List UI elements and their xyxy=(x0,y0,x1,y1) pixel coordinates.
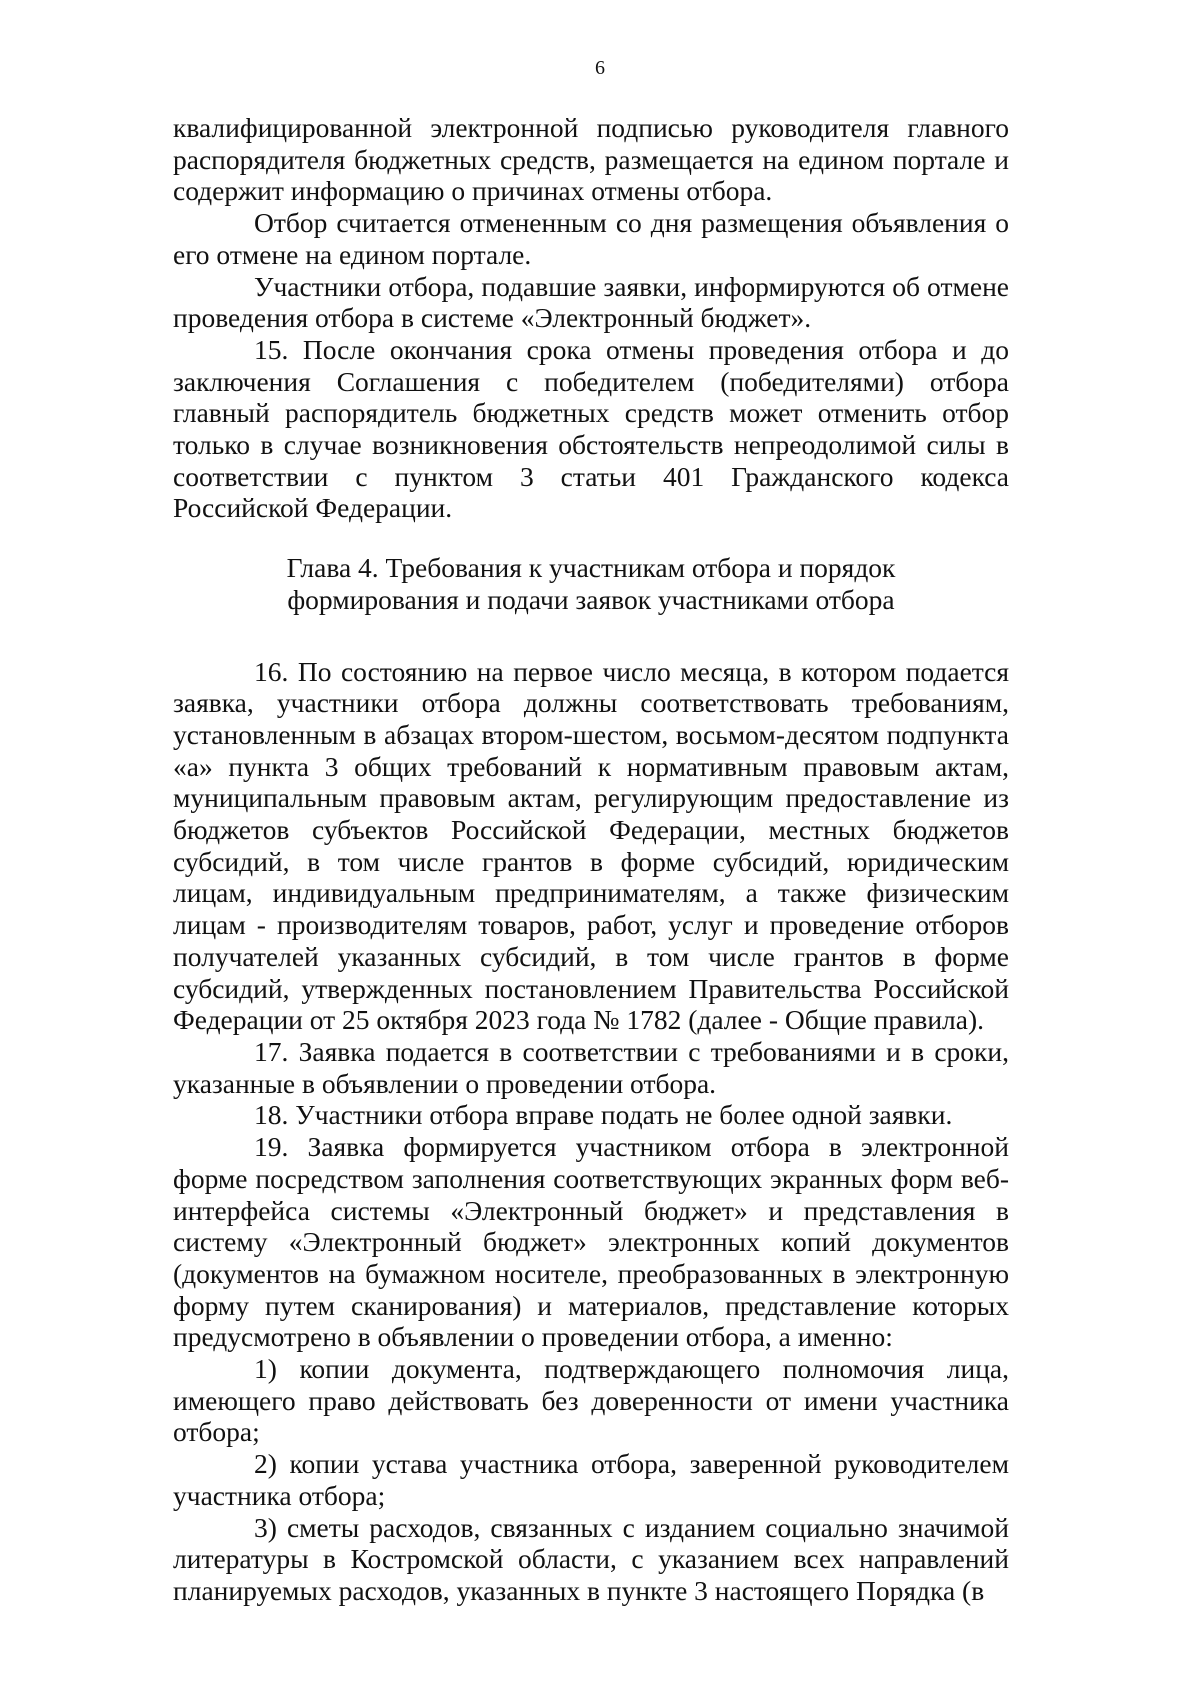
paragraph-item-17: 17. Заявка подается в соответствии с требованиями и в сроки, указанные в объявлении о проведении отбора. xyxy=(173,1035,1009,1099)
paragraph-subitem-3: 3) сметы расходов, связанных с изданием социально значимой литературы в Костромской области, с указанием всех направлений планируемых расходов, указанных в пункте 3 настоящего Порядка (в xyxy=(173,1511,1009,1606)
paragraph-item-18: 18. Участники отбора вправе подать не более одной заявки. xyxy=(254,1099,953,1131)
paragraph-continuation: квалифицированной электронной подписью руководителя главного распорядителя бюджетных средств, размещается на едином портале и содержит информацию о причинах отмены отбора. xyxy=(173,112,1009,207)
document-body xyxy=(173,112,1009,1607)
paragraph-item-15: 15. После окончания срока отмены проведения отбора и до заключения Соглашения с победителем (победителями) отбора главный распорядитель бюджетных средств может отменить отбор только в случае возникновения обстоятельств непреодолимой силы в соответствии с пунктом 3 статьи 401 Гражданского кодекса Российской Федерации. xyxy=(173,333,1009,524)
paragraph-cancel-date: Отбор считается отмененным со дня размещения объявления о его отмене на едином портале. xyxy=(173,207,1009,270)
paragraph-subitem-1: 1) копии документа, подтверждающего полномочия лица, имеющего право действовать без доверенности от имени участника отбора; xyxy=(173,1353,1009,1448)
page-number: 6 xyxy=(595,57,605,79)
paragraph-subitem-2: 2) копии устава участника отбора, заверенной руководителем участника отбора; xyxy=(173,1448,1009,1511)
paragraph-participants-notice: Участники отбора, подавшие заявки, информируются об отмене проведения отбора в системе «Электронный бюджет». xyxy=(173,270,1009,334)
chapter-heading-line-2: формирования и подачи заявок участниками отбора xyxy=(287,583,895,615)
paragraph-item-19: 19. Заявка формируется участником отбора в электронной форме посредством заполнения соответствующих экранных форм веб-интерфейса системы «Электронный бюджет» и представления в систему «Электронный бюджет» электронных копий документов (документов на бумажном носителе, преобразованных в электронную форму путем сканирования) и материалов, представление которых предусмотрено в объявлении о проведении отбора, а именно: xyxy=(173,1131,1009,1353)
chapter-heading-line-1: Глава 4. Требования к участникам отбора и порядок xyxy=(286,552,896,584)
paragraph-item-16: 16. По состоянию на первое число месяца, в котором подается заявка, участники отбора должны соответствовать требованиям, установленным в абзацах втором-шестом, восьмом-десятом подпункта «а» пункта 3 общих требований к нормативным правовым актам, муниципальным правовым актам, регулирующим предоставление из бюджетов субъектов Российской Федерации, местных бюджетов субсидий, в том числе грантов в форме субсидий, юридическим лицам, индивидуальным предпринимателям, а также физическим лицам - производителям товаров, работ, услуг и проведение отборов получателей указанных субсидий, в том числе грантов в форме субсидий, утвержденных постановлением Правительства Российской Федерации от 25 октября 2023 года № 1782 (далее - Общие правила). xyxy=(173,655,1009,1036)
chapter-heading xyxy=(173,552,1009,615)
